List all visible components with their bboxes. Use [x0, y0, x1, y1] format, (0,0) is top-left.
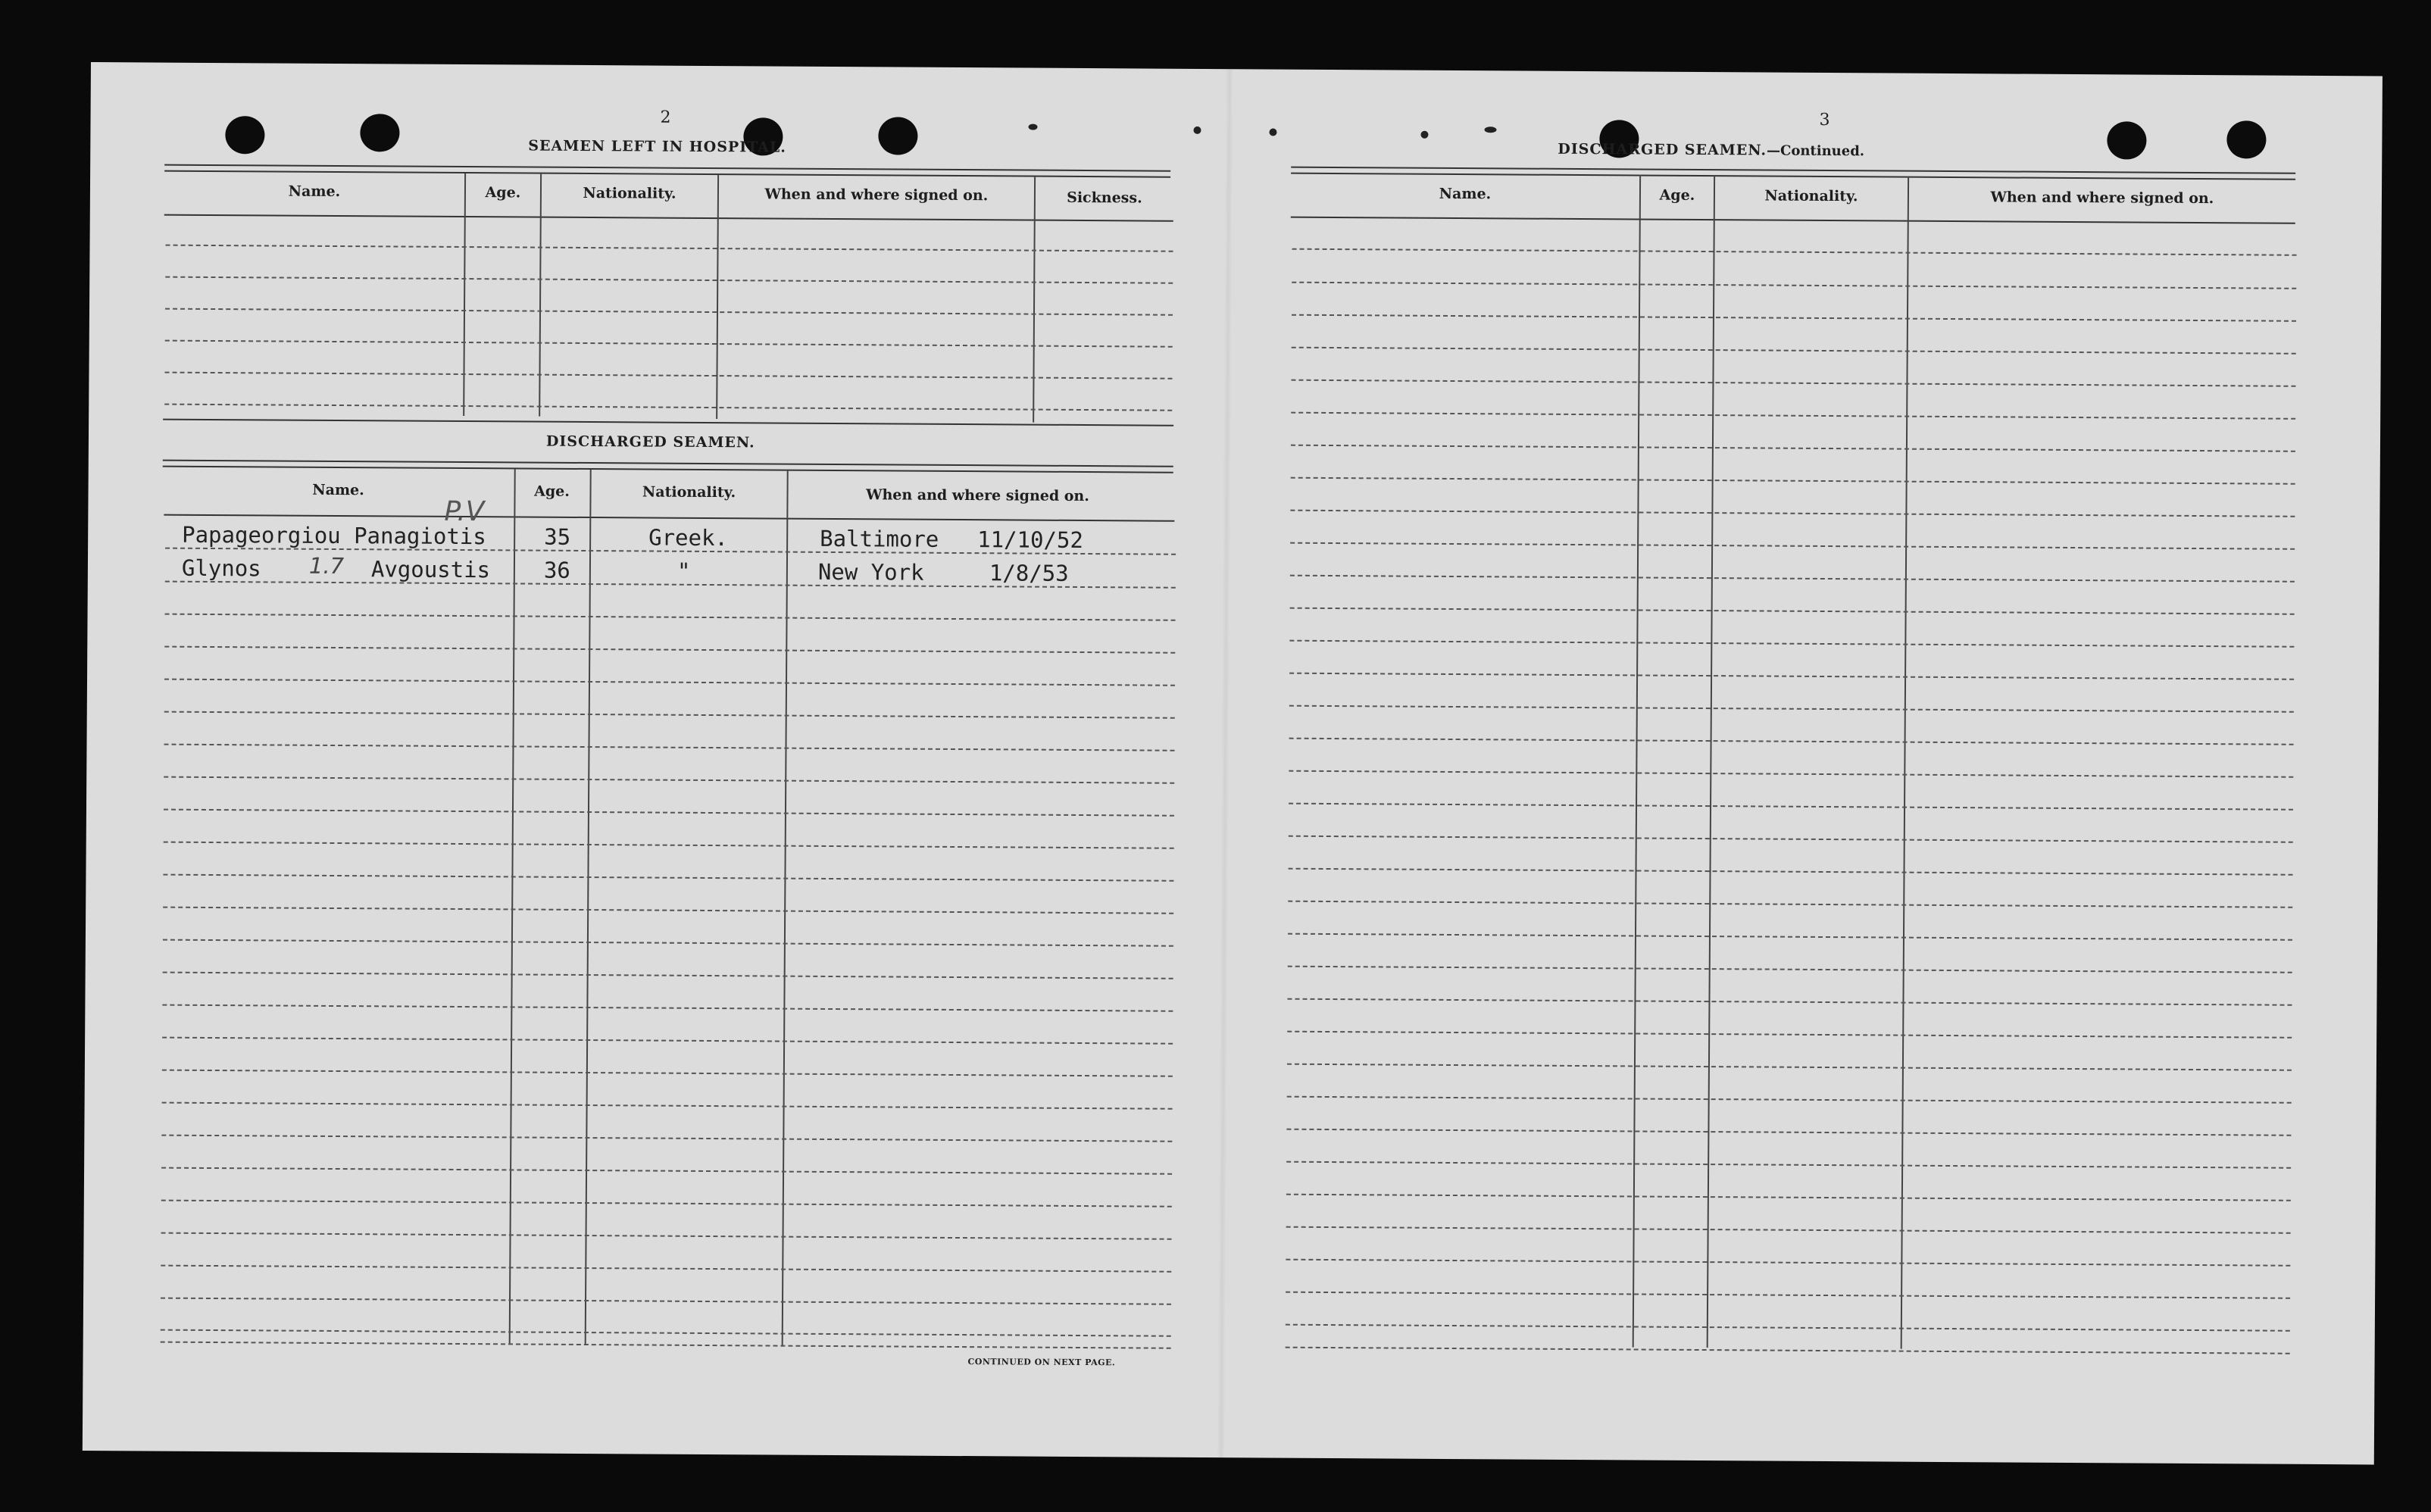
ruled-line — [163, 907, 1173, 914]
ruled-line — [161, 1298, 1171, 1305]
ruled-line — [1291, 477, 2295, 485]
entry-nationality: Greek. — [648, 524, 729, 551]
ruled-line — [1287, 1064, 2292, 1071]
ruled-line — [1286, 1129, 2291, 1136]
ruled-line — [161, 1342, 1171, 1349]
col-header-age: Age. — [534, 483, 570, 500]
column-divider — [1633, 174, 1641, 1347]
ruled-line — [1289, 705, 2294, 713]
column-divider — [509, 469, 516, 1343]
ruled-line — [161, 1135, 1172, 1142]
ink-speck — [1193, 127, 1201, 134]
entry-name-mark: 1.7 — [308, 552, 345, 579]
ruled-line — [1289, 868, 2293, 876]
discharged-section-title: DISCHARGED SEAMEN. — [545, 433, 755, 451]
ruled-line — [1290, 542, 2295, 550]
header-rule — [164, 214, 1173, 222]
col-header-nationality: Nationality. — [642, 483, 736, 501]
ruled-line — [164, 711, 1175, 719]
ruled-line — [161, 1232, 1172, 1240]
ruled-line — [162, 1070, 1173, 1077]
entry-signed-place: New York — [817, 558, 924, 586]
ruled-line — [165, 340, 1173, 348]
col-header-nationality: Nationality. — [583, 184, 676, 202]
ruled-line — [1291, 412, 2295, 420]
entry-signed-date: 11/10/52 — [977, 526, 1083, 554]
ruled-line — [161, 1200, 1172, 1207]
ruled-line — [161, 1329, 1171, 1337]
hospital-section-title: SEAMEN LEFT IN HOSPITAL. — [528, 137, 787, 156]
ruled-line — [1289, 770, 2293, 778]
ruled-line — [164, 679, 1175, 686]
ruled-line — [166, 245, 1173, 252]
ruled-line — [1291, 445, 2295, 452]
ruled-line — [1291, 380, 2295, 387]
ruled-line — [162, 1037, 1173, 1045]
ruled-line — [164, 776, 1174, 784]
col-header-signed-on: When and where signed on. — [1990, 189, 2214, 208]
punch-hole — [360, 114, 399, 152]
ruled-line — [164, 744, 1174, 751]
col-header-signed-on: When and where signed on. — [866, 486, 1089, 505]
ruled-line — [165, 614, 1176, 621]
ruled-line — [1289, 673, 2294, 680]
ruled-line — [1286, 1347, 2290, 1354]
double-rule — [164, 164, 1170, 178]
entry-signed-date: 1/8/53 — [989, 560, 1069, 586]
ruled-line — [1288, 901, 2292, 908]
column-divider — [716, 175, 719, 419]
column-divider — [463, 173, 466, 416]
ruled-line — [1286, 1226, 2291, 1234]
ink-speck — [1484, 127, 1496, 133]
col-header-sickness: Sickness. — [1067, 189, 1142, 207]
double-rule — [163, 460, 1173, 473]
ruled-line — [164, 646, 1175, 654]
ruled-line — [162, 1102, 1173, 1110]
ruled-line — [1288, 933, 2292, 941]
ruled-line — [1289, 803, 2293, 811]
ruled-line — [1289, 738, 2294, 745]
ruled-line — [1290, 510, 2295, 517]
column-divider — [782, 471, 789, 1347]
continued-footer: CONTINUED ON NEXT PAGE. — [967, 1357, 1116, 1368]
punch-hole — [2226, 120, 2266, 158]
ruled-line — [1287, 1031, 2292, 1039]
ruled-line — [161, 1167, 1172, 1175]
ruled-line — [1287, 1096, 2292, 1104]
ruled-line — [1292, 248, 2297, 256]
ruled-line — [1290, 608, 2295, 615]
right-page — [1231, 69, 2383, 208]
ruled-line — [161, 1265, 1171, 1273]
ruled-line — [164, 809, 1174, 817]
ruled-line — [165, 276, 1173, 284]
col-header-signed-on: When and where signed on. — [764, 186, 989, 205]
ink-speck — [1269, 129, 1276, 136]
ruled-line — [164, 404, 1172, 411]
ruled-line — [1292, 347, 2296, 355]
entry-age: 35 — [544, 523, 571, 550]
ruled-line — [165, 308, 1173, 316]
ruled-line — [1286, 1292, 2290, 1299]
column-divider — [1901, 177, 1909, 1349]
punch-hole — [878, 117, 917, 155]
discharged-continued-title — [1558, 141, 1864, 159]
ruled-line — [1292, 314, 2296, 322]
ruled-line — [1290, 575, 2295, 583]
entry-age: 36 — [543, 557, 570, 583]
ruled-line — [1286, 1194, 2291, 1201]
col-header-age: Age. — [1659, 186, 1695, 204]
ruled-line — [163, 874, 1173, 882]
header-rule — [164, 514, 1174, 522]
page-number: 2 — [660, 108, 671, 127]
ruled-line — [1286, 1324, 2290, 1332]
ruled-line — [1289, 640, 2294, 648]
ruled-line — [1288, 966, 2292, 973]
ruled-line — [163, 972, 1173, 979]
column-divider — [1033, 177, 1036, 423]
marginal-mark: P.V — [444, 495, 485, 528]
page-number: 3 — [1819, 110, 1830, 130]
title-suffix: —Continued. — [1766, 142, 1865, 160]
col-header-name: Name. — [1439, 185, 1492, 203]
entry-name: Avgoustis — [370, 556, 491, 583]
ruled-line — [1289, 836, 2293, 843]
ruled-line — [164, 372, 1172, 380]
col-header-name: Name. — [312, 481, 364, 499]
column-divider — [585, 470, 592, 1344]
punch-hole — [225, 116, 264, 154]
ruled-line — [162, 1004, 1173, 1012]
col-header-age: Age. — [485, 184, 521, 201]
header-rule — [1291, 217, 2295, 224]
center-fold — [1217, 69, 1233, 1457]
punch-hole — [2107, 121, 2146, 159]
ink-speck — [1420, 131, 1428, 139]
ruled-line — [1292, 282, 2296, 289]
double-rule — [1291, 167, 2295, 180]
ruled-line — [1286, 1161, 2291, 1169]
entry-nationality: " — [676, 558, 691, 584]
col-header-name: Name. — [288, 183, 341, 201]
ruled-line — [164, 842, 1174, 849]
section-rule — [163, 419, 1173, 426]
entry-name: Papageorgiou Panagiotis — [182, 521, 486, 550]
left-page — [91, 62, 1227, 1368]
ruled-line — [163, 939, 1173, 947]
column-divider — [1707, 175, 1715, 1348]
entry-name: Glynos — [181, 555, 261, 582]
ledger-sheet — [83, 62, 2383, 1464]
column-divider — [539, 174, 542, 417]
ruled-line — [1286, 1259, 2290, 1267]
ruled-line — [1287, 998, 2292, 1006]
ink-speck — [1028, 124, 1037, 130]
col-header-nationality: Nationality. — [1764, 187, 1858, 205]
entry-signed-place: Baltimore — [820, 525, 939, 552]
title-main: DISCHARGED SEAMEN. — [1558, 140, 1767, 159]
